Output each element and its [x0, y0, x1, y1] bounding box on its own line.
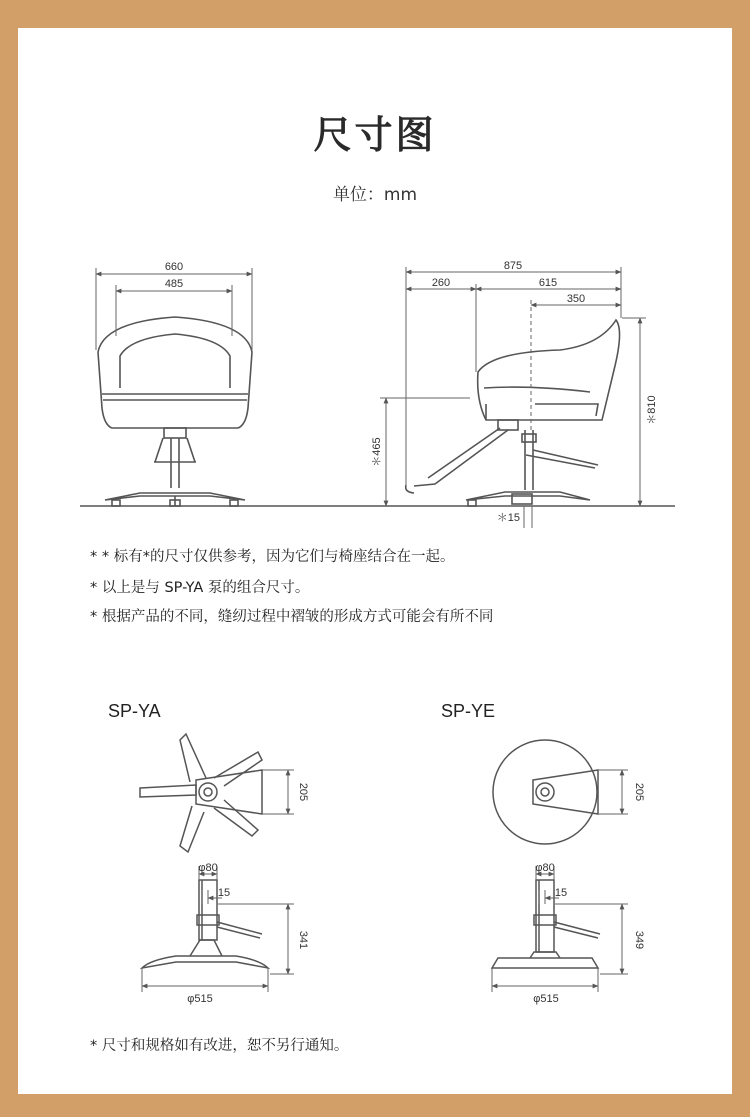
dim-615: 615 — [538, 277, 558, 289]
sp-ye-dim-205: 205 — [633, 782, 645, 802]
dim-485: 485 — [164, 278, 184, 290]
note-pump-combination: * 以上是与 SP-YA 泵的组合尺寸。 — [90, 580, 310, 596]
dim-810: ＊810 — [646, 395, 658, 425]
side-view-dimension-lines — [380, 267, 646, 528]
model-label-sp-ya: SP-YA — [108, 701, 161, 721]
side-view-chair — [406, 320, 620, 506]
sp-ye-dim-349: 349 — [633, 930, 645, 950]
sp-ya-dim-205: 205 — [297, 782, 309, 802]
sp-ya-top-view — [140, 734, 262, 852]
sp-ya-dim-515: φ515 — [187, 993, 213, 1005]
sp-ye-side-view — [492, 880, 600, 968]
note-sewing-wrinkles: * 根据产品的不同，缝纫过程中褶皱的形成方式可能会有所不同 — [90, 609, 494, 625]
unit-label: 单位：mm — [332, 185, 418, 205]
page-title: 尺寸图 — [313, 113, 437, 157]
note-spec-change: * 尺寸和规格如有改进，恕不另行通知。 — [90, 1038, 349, 1054]
sp-ye-dim-80: φ80 — [535, 862, 555, 874]
sp-ye-top-view — [493, 740, 598, 844]
dim-875: 875 — [503, 260, 523, 272]
dim-15-side: ＊15 — [496, 512, 520, 524]
sp-ya-side-view — [142, 880, 268, 968]
dim-350: 350 — [566, 293, 586, 305]
sp-ya-dim-80: φ80 — [198, 862, 218, 874]
sp-ya-dim-15: 15 — [217, 887, 231, 899]
dim-660: 660 — [164, 261, 184, 273]
dim-465: ＊465 — [371, 437, 383, 467]
dim-260: 260 — [431, 277, 451, 289]
sp-ye-dim-15: 15 — [554, 887, 568, 899]
model-label-sp-ye: SP-YE — [441, 701, 496, 721]
front-view-chair — [98, 317, 252, 506]
sp-ye-dim-515: φ515 — [533, 993, 559, 1005]
sp-ya-dim-341: 341 — [297, 930, 309, 950]
note-reference-dims: * * 标有*的尺寸仅供参考，因为它们与椅座结合在一起。 — [90, 549, 455, 565]
